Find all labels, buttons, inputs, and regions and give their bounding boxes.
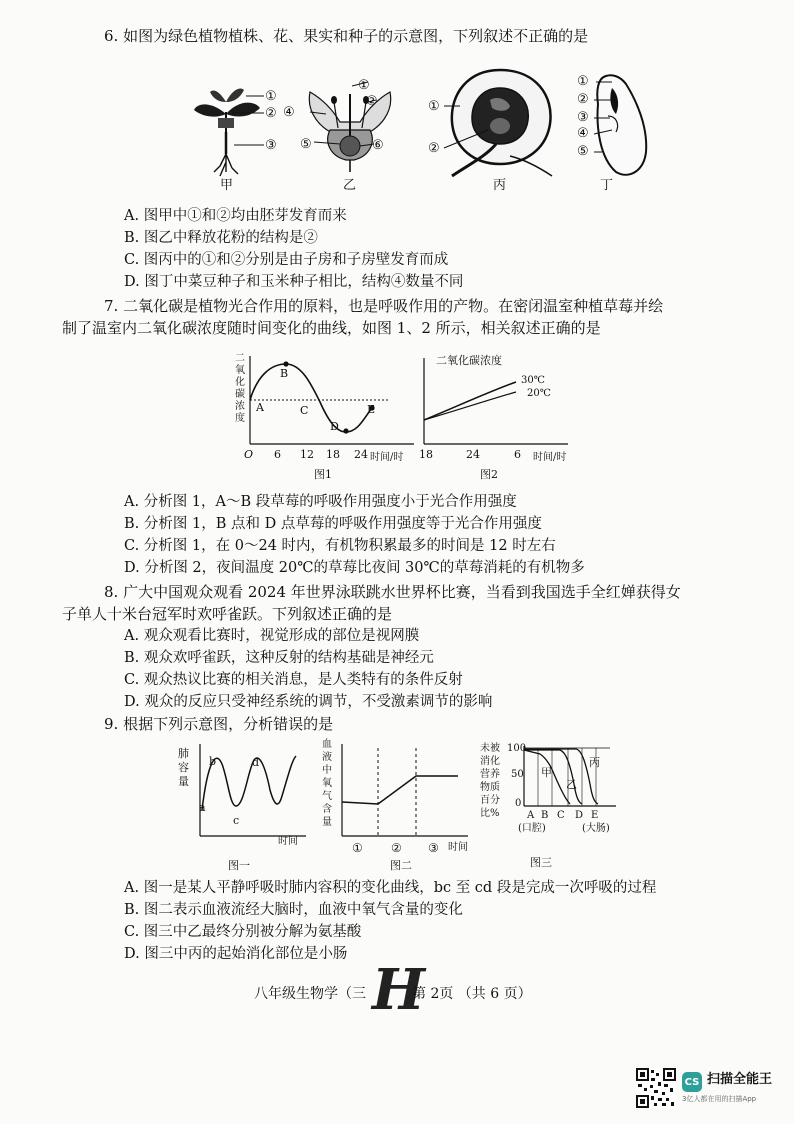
q6-seed-mark-2: ② [577,92,589,107]
q7-option-a: A. 分析图 1，A～B 段草莓的呼吸作用强度小于光合作用强度 [124,494,517,510]
q6-flower-mark-4: ④ [283,105,295,120]
q6-option-c: C. 图丙中的①和②分别是由子房和子房壁发育而成 [124,252,449,268]
q7-fig2-series-30c: 30℃ [521,375,545,386]
q7-fig2-series-20c: 20℃ [527,388,551,399]
q9-fig3-xtick-c: C [557,810,565,821]
q7-fig1-ylabel-char-1: 二 [235,353,245,364]
q7-fig2-xlabel: 时间/时 [533,452,567,463]
q7-fig1-xtick-18: 18 [326,448,340,461]
q8-option-a: A. 观众观看比赛时，视觉形成的部位是视网膜 [124,628,420,644]
q9-fig1-caption: 图一 [228,859,250,872]
qr-code-icon [636,1068,676,1108]
q7-fig2-caption: 图2 [480,468,498,481]
q9-fig3-series-yi: 乙 [566,778,577,791]
q7-fig1-xtick-0: O [244,448,254,461]
q7-option-b: B. 分析图 1，B 点和 D 点草莓的呼吸作用强度等于光合作用强度 [124,516,542,532]
q9-fig1-ylabel [178,747,192,789]
q6-stem: 6. 如图为绿色植物植株、花、果实和种子的示意图，下列叙述不正确的是 [104,27,589,45]
q9-fig1-ylabel-char-1: 肺 [178,747,189,760]
q6-fig-label-jia: 甲 [220,178,234,193]
scanner-tagline: 3亿人都在用的扫描App [682,1095,757,1103]
q9-fig3-ylabel [480,742,508,820]
q6-flower-mark-1: ① [358,78,370,93]
q6-option-b: B. 图乙中释放花粉的结构是② [124,230,318,246]
q9-fig1-point-c: c [233,814,240,827]
q6-option-a: A. 图甲中①和②均由胚芽发育而来 [124,208,347,224]
q9-figure-2 [338,740,478,850]
q9-fig2-ylabel-char-7: 量 [322,817,332,828]
q9-fig3-ytick-50: 50 [511,769,524,780]
q7-fig1-xtick-24: 24 [354,448,368,461]
q9-fig2-ylabel-char-2: 液 [322,752,332,763]
q9-stem: 9. 根据下列示意图，分析错误的是 [104,715,334,733]
q7-fig1-point-d: D [330,420,339,433]
q9-option-a: A. 图一是某人平静呼吸时肺内容积的变化曲线，bc 至 cd 段是完成一次呼吸的过程 [124,880,657,896]
q7-fig1-ylabel-char-3: 化 [235,377,245,388]
footer-stamp: H [372,957,425,1023]
q7-fig1-ylabel-char-6: 度 [235,413,245,424]
q6-plant-mark-1: ① [265,89,277,104]
q9-option-b: B. 图二表示血液流经大脑时，血液中氧气含量的变化 [124,902,463,918]
q9-fig3-xnote-large-intestine: (大肠) [582,823,610,834]
q7-fig2-xtick-6: 6 [514,448,521,461]
q6-fig-label-yi: 乙 [343,178,357,193]
q9-fig2-ylabel [322,738,334,829]
q6-flower-mark-6: ⑥ [372,138,384,153]
q9-fig3-ylabel-line-6: 比% [480,808,500,819]
q9-fig3-xnote-mouth: (口腔) [518,823,546,834]
q7-fig1-xtick-6: 6 [274,448,281,461]
q6-flower-mark-5: ⑤ [300,137,312,152]
q9-fig3-series-jia: 甲 [541,766,552,779]
q9-fig1-point-a: a [199,801,206,814]
q6-plant-mark-3: ③ [265,138,277,153]
q6-figure-flower [300,72,400,172]
q7-stem-line2: 制了温室内二氧化碳浓度随时间变化的曲线，如图 1、2 所示，相关叙述正确的是 [62,319,601,337]
q9-fig2-xlabel: 时间 [448,842,468,853]
q9-fig3-ytick-100: 100 [507,743,527,754]
q6-plant-mark-2: ② [265,106,277,121]
q9-fig1-point-b: b [209,755,217,768]
q9-fig3-ylabel-line-4: 物质 [480,782,500,793]
q6-seed-mark-3: ③ [577,110,589,125]
q6-option-d: D. 图丁中菜豆种子和玉米种子相比，结构④数量不同 [124,274,464,290]
q9-fig3-series-bing: 丙 [589,756,600,769]
q6-fruit-mark-1: ① [428,99,440,114]
q9-fig3-xtick-a: A [527,810,535,821]
q7-stem-line1: 7. 二氧化碳是植物光合作用的原料，也是呼吸作用的产物。在密闭温室种植草莓并绘 [104,297,664,315]
camscanner-logo-icon: CS [682,1072,702,1092]
q7-fig1-xtick-12: 12 [300,448,314,461]
footer-left: 八年级生物学（三 [254,986,366,1002]
q8-option-c: C. 观众热议比赛的相关消息，是人类特有的条件反射 [124,672,463,688]
q9-fig2-mark-2: ② [391,841,402,855]
q7-fig1-ylabel-char-2: 氧 [235,365,245,376]
q6-figure-seed [590,70,650,182]
q9-fig3-ylabel-line-3: 营养 [480,769,500,780]
q8-option-b: B. 观众欢呼雀跃，这种反射的结构基础是神经元 [124,650,434,666]
q6-figure-fruit [440,64,560,182]
q7-fig1-point-e: E [367,403,376,416]
q9-fig2-ylabel-char-1: 血 [322,739,332,750]
q9-fig3-ylabel-line-1: 未被 [480,743,500,754]
q9-option-d: D. 图三中丙的起始消化部位是小肠 [124,946,348,962]
q8-stem-line2: 子单人十米台冠军时欢呼雀跃。下列叙述正确的是 [62,605,393,623]
q9-fig1-point-d: d [252,756,260,769]
q7-fig2-ylabel: 二氧化碳浓度 [436,354,502,367]
q8-option-d: D. 观众的反应只受神经系统的调节，不受激素调节的影响 [124,694,493,710]
q7-fig1-caption: 图1 [314,468,332,481]
q9-fig3-ylabel-line-5: 百分 [480,795,500,806]
q7-fig1-ylabel [235,353,247,425]
q7-fig2-xtick-24: 24 [466,448,480,461]
q6-fig-label-ding: 丁 [600,178,614,193]
q7-option-d: D. 分析图 2，夜间温度 20℃的草莓比夜间 30℃的草莓消耗的有机物多 [124,560,585,576]
q9-fig3-xtick-b: B [541,810,549,821]
q7-fig1-point-a: A [256,401,264,414]
q6-fruit-mark-2: ② [428,141,440,156]
q7-fig1-point-b: B [280,367,289,380]
q9-fig2-ylabel-char-5: 气 [322,791,332,802]
q9-fig3-caption: 图三 [530,856,552,869]
q9-fig1-ylabel-char-2: 容 [178,761,189,774]
q8-stem-line1: 8. 广大中国观众观看 2024 年世界泳联跳水世界杯比赛，当看到我国选手全红婵获得女 [104,583,681,601]
q9-fig3-ylabel-line-2: 消化 [480,756,500,767]
q9-fig1-ylabel-char-3: 量 [178,775,189,788]
q7-fig1-xlabel: 时间/时 [370,452,404,463]
q6-seed-mark-5: ⑤ [577,144,589,159]
q9-fig3-xtick-d: D [575,810,584,821]
q9-fig2-caption: 图二 [390,859,412,872]
q9-fig2-ylabel-char-3: 中 [322,765,332,776]
q9-fig3-xtick-e: E [591,810,599,821]
q6-flower-mark-2: ② [366,94,378,109]
q9-fig2-ylabel-char-4: 氧 [322,778,332,789]
q6-seed-mark-4: ④ [577,126,589,141]
q9-option-c: C. 图三中乙最终分别被分解为氨基酸 [124,924,362,940]
scanner-app-name: 扫描全能王 [707,1072,773,1087]
q9-fig3-ytick-0: 0 [515,798,522,809]
q9-fig2-mark-1: ① [352,841,363,855]
q6-seed-mark-1: ① [577,74,589,89]
q7-fig1-ylabel-char-4: 碳 [235,389,245,400]
footer-page-info: 第 2页 （共 6 页） [412,986,532,1002]
q9-fig2-ylabel-char-6: 含 [322,804,332,815]
q6-fig-label-bing: 丙 [493,178,507,193]
q9-fig1-xlabel: 时间 [278,836,298,847]
q9-fig2-mark-3: ③ [428,841,439,855]
q7-fig2-xtick-18: 18 [419,448,433,461]
q7-fig1-ylabel-char-5: 浓 [235,401,245,412]
q7-option-c: C. 分析图 1，在 0～24 时内，有机物积累最多的时间是 12 时左右 [124,538,556,554]
q7-fig1-point-c: C [300,404,309,417]
